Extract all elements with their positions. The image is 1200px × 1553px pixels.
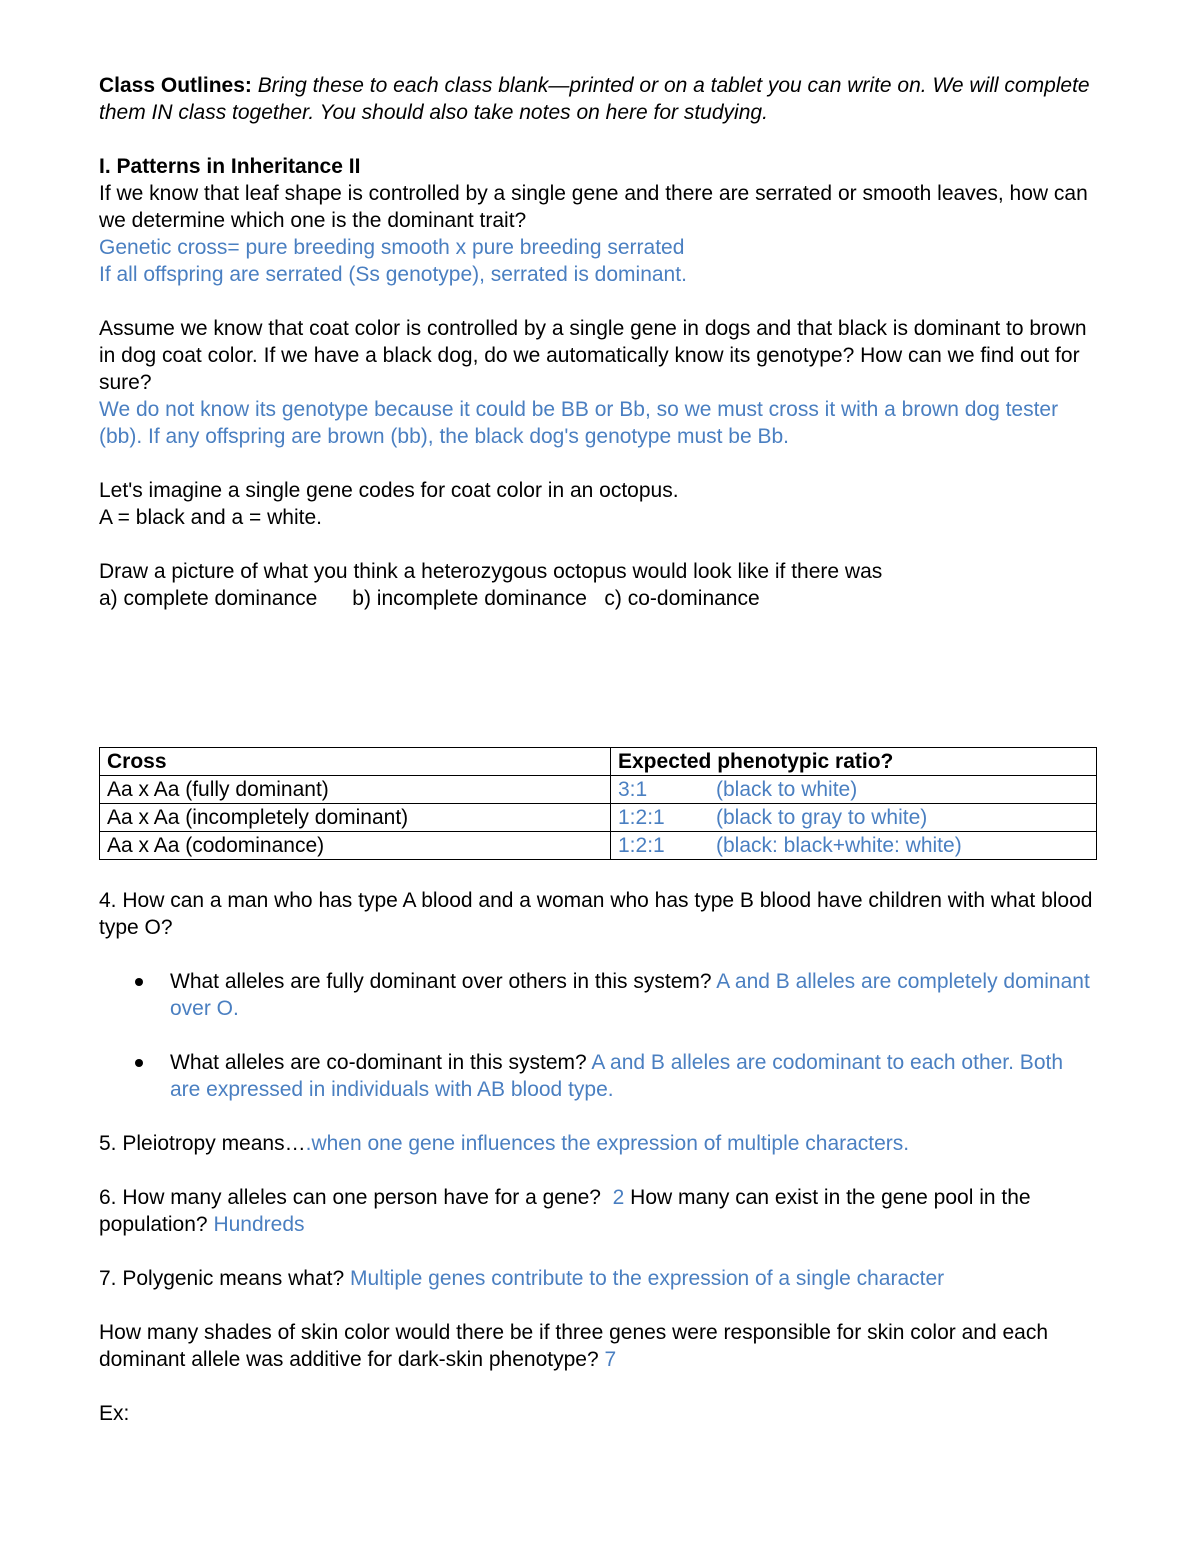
cross-cell: Aa x Aa (codominance) bbox=[100, 832, 611, 860]
q5-text: 5. Pleiotropy means… bbox=[99, 1132, 306, 1155]
dog-question: Assume we know that coat color is controlled by a single gene in dogs and that black is dominant to brown in dog coat color. If we have a black dog, do we automatically know its genotype? How can we find out for sure? bbox=[99, 317, 1087, 394]
bullet-icon bbox=[135, 978, 143, 986]
q6-answer-2: Hundreds bbox=[213, 1213, 305, 1236]
worksheet-page bbox=[99, 72, 1099, 1427]
leaf-answer-2: If all offspring are serrated (Ss genotype), serrated is dominant. bbox=[99, 263, 687, 286]
octopus-line-1: Let's imagine a single gene codes for coat color in an octopus. bbox=[99, 479, 679, 502]
question-4-bullets bbox=[99, 968, 1099, 1103]
ratio-desc: (black to white) bbox=[716, 778, 858, 801]
drawing-area bbox=[99, 612, 1099, 747]
ratio-desc: (black to gray to white) bbox=[716, 806, 928, 829]
header-ratio: Expected phenotypic ratio? bbox=[611, 748, 1097, 776]
ratio-value: 1:2:1 bbox=[618, 806, 665, 829]
intro-label: Class Outlines: bbox=[99, 74, 252, 97]
q7-answer: Multiple genes contribute to the expression of a single character bbox=[349, 1267, 945, 1290]
example-label: Ex: bbox=[99, 1402, 130, 1425]
bullet-question: What alleles are fully dominant over others in this system? bbox=[170, 970, 717, 993]
leaf-question: If we know that leaf shape is controlled by a single gene and there are serrated or smooth leaves, how can we determine which one is the dominant trait? bbox=[99, 182, 1088, 232]
bullet-icon bbox=[135, 1059, 143, 1067]
ratio-cell bbox=[611, 804, 1097, 832]
bullet-answer: A and B alleles are codominant to each other. Both are expressed in individuals with AB blood type. bbox=[170, 1051, 1064, 1101]
question-5 bbox=[99, 1130, 1099, 1157]
phenotypic-ratio-table bbox=[99, 747, 1097, 860]
intro-paragraph bbox=[99, 72, 1099, 126]
bullet-answer: A and B alleles are completely dominant over O. bbox=[170, 970, 1090, 1020]
dog-answer: We do not know its genotype because it could be BB or Bb, so we must cross it with a brown dog tester (bb). If any offspring are brown (bb), the black dog's genotype must be Bb. bbox=[99, 398, 1059, 448]
q6-answer-1: 2 bbox=[612, 1186, 625, 1209]
skin-answer: 7 bbox=[604, 1348, 617, 1371]
question-6 bbox=[99, 1184, 1099, 1238]
leaf-answer-1: Genetic cross= pure breeding smooth x pure breeding serrated bbox=[99, 236, 685, 259]
octopus-line-2: A = black and a = white. bbox=[99, 506, 322, 529]
bullet-question: What alleles are co-dominant in this system? bbox=[170, 1051, 592, 1074]
intro-text: Bring these to each class blank—printed or on a tablet you can write on. We will complete them IN class together. You should also take notes on here for studying. bbox=[99, 74, 1090, 124]
cross-cell: Aa x Aa (incompletely dominant) bbox=[100, 804, 611, 832]
ratio-value: 1:2:1 bbox=[618, 834, 665, 857]
ratio-cell bbox=[611, 776, 1097, 804]
skin-text: How many shades of skin color would there be if three genes were responsible for skin color and each dominant allele was additive for dark-skin phenotype? bbox=[99, 1321, 1049, 1371]
draw-options: a) complete dominance b) incomplete dominance c) co-dominance bbox=[99, 587, 760, 610]
table-row bbox=[100, 776, 1097, 804]
ratio-desc: (black: black+white: white) bbox=[716, 834, 962, 857]
header-cross: Cross bbox=[100, 748, 611, 776]
q6-text-2: How many can exist in the gene pool in the population? bbox=[99, 1186, 1031, 1236]
q5-answer: .when one gene influences the expression of multiple characters. bbox=[305, 1132, 910, 1155]
table-header-row bbox=[100, 748, 1097, 776]
q6-text-1: 6. How many alleles can one person have for a gene? bbox=[99, 1186, 613, 1209]
question-4: 4. How can a man who has type A blood and a woman who has type B blood have children with what blood type O? bbox=[99, 889, 1093, 939]
q7-text: 7. Polygenic means what? bbox=[99, 1267, 350, 1290]
cross-cell: Aa x Aa (fully dominant) bbox=[100, 776, 611, 804]
section-heading: I. Patterns in Inheritance II bbox=[99, 155, 361, 178]
skin-question bbox=[99, 1319, 1099, 1373]
draw-prompt: Draw a picture of what you think a heterozygous octopus would look like if there was bbox=[99, 560, 883, 583]
table-row bbox=[100, 804, 1097, 832]
table-row bbox=[100, 832, 1097, 860]
ratio-cell bbox=[611, 832, 1097, 860]
question-7 bbox=[99, 1265, 1099, 1292]
ratio-value: 3:1 bbox=[618, 778, 648, 801]
list-item bbox=[99, 968, 1099, 1022]
list-item bbox=[99, 1049, 1099, 1103]
